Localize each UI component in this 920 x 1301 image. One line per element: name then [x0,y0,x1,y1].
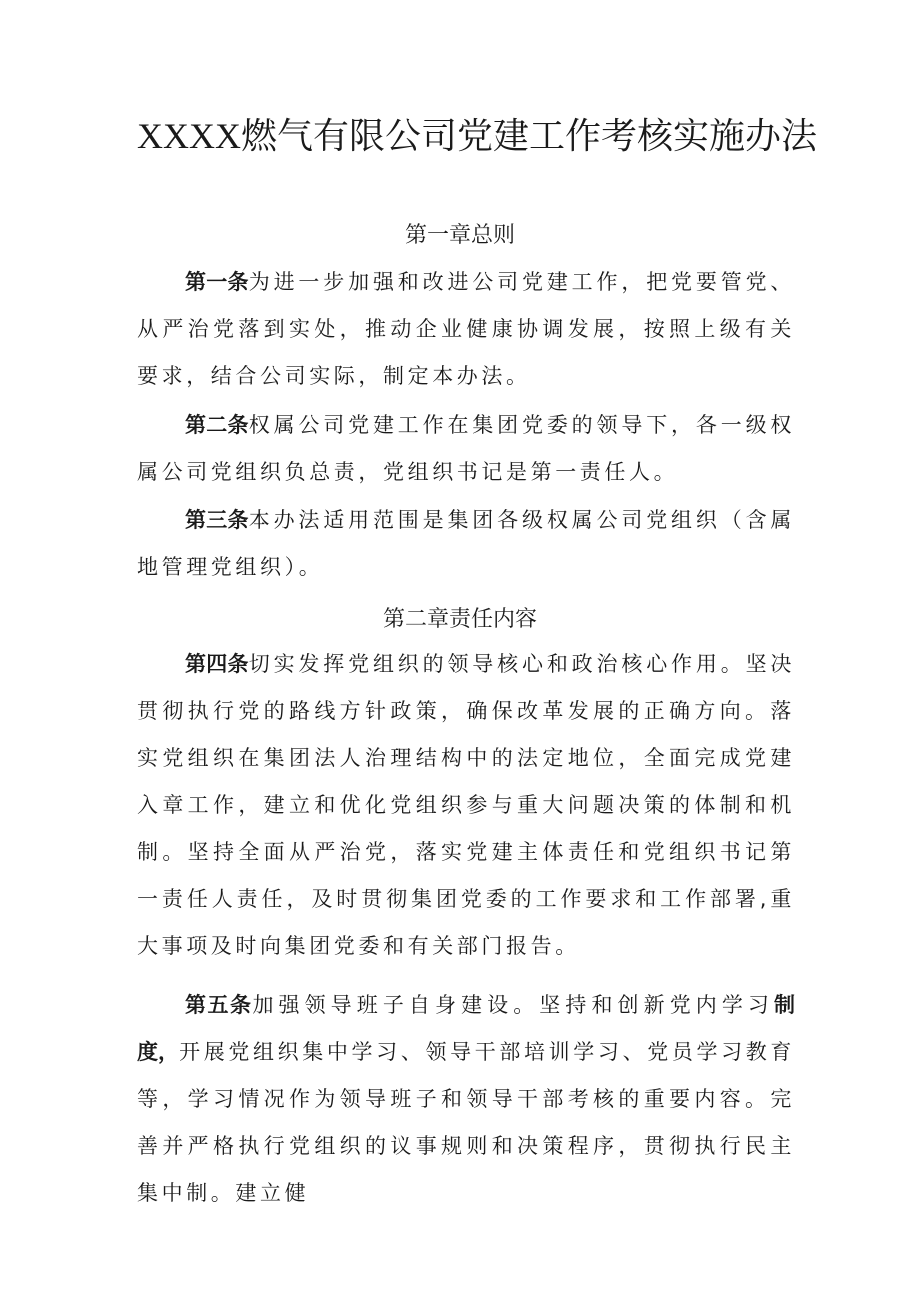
article-text-part-2: 开展党组织集中学习、领导干部培训学习、党员学习教育等，学习情况作为领导班子和领导干部考核的重要内容。完善并严格执行党组织的议事规则和决策程序，贯彻执行民主集中制。建立健 [137,1040,795,1205]
document-title [137,108,837,165]
title-text: 燃气有限公司党建工作考核实施办法 [241,116,818,157]
article-label: 第二条 [185,413,249,437]
article-label: 第一条 [185,270,249,294]
chapter-heading-2: 第二章责任内容 [382,607,537,632]
article-text: 切实发挥党组织的领导核心和政治核心作用。坚决贯彻执行党的路线方针政策，确保改革发展的正确方向。落实党组织在集团法人治理结构中的法定地位，全面完成党建入章工作，建立和优化党组织参与重大问题决策的体制和机制。坚持全面从严治党，落实党建主体责任和党组织书记第一责任人责任，及时贯彻集团党委的工作要求和工作部署,重大事项及时向集团党委和有关部门报告。 [137,652,796,958]
article-text-part-1: 加强领导班子自身建设。坚持和创新党内学习 [252,993,775,1017]
title-company-placeholder: XXXX [137,116,241,156]
article-1 [137,259,795,400]
article-4 [137,641,795,970]
chapter-heading-1: 第一章总则 [404,223,515,248]
article-label: 第三条 [185,508,249,532]
article-text: 权属公司党建工作在集团党委的领导下，各一级权属公司党组织负总责，党组织书记是第一责任人。 [137,413,796,484]
article-text: 本办法适用范围是集团各级权属公司党组织（含属地管理党组织）。 [137,508,796,579]
article-label: 第五条 [185,993,253,1017]
article-2 [137,402,795,496]
article-label: 第四条 [185,652,249,676]
article-3 [137,497,795,591]
article-5 [137,982,795,1217]
article-text-emphasis: 制度， [137,993,796,1064]
article-text: 为进一步加强和改进公司党建工作，把党要管党、从严治党落到实处，推动企业健康协调发展，按照上级有关要求，结合公司实际，制定本办法。 [137,270,796,388]
